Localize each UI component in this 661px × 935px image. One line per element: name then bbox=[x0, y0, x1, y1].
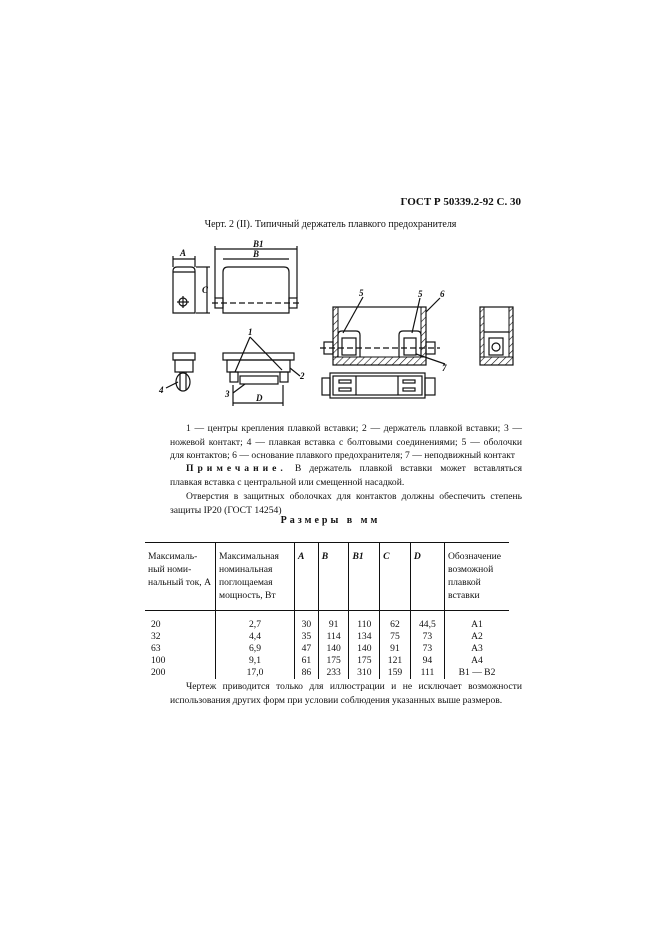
cell: 121 bbox=[380, 655, 411, 667]
cell: 233 bbox=[318, 667, 349, 679]
cell: 35 bbox=[295, 631, 319, 643]
front-view bbox=[212, 239, 300, 313]
cell: A2 bbox=[445, 631, 510, 643]
cell: 75 bbox=[380, 631, 411, 643]
footnote: Чертеж приводится только для иллюстрации и не исключает возможности использования других форм при условии соблюдения указанных выше размеров. bbox=[170, 681, 522, 706]
col-c: C bbox=[380, 543, 411, 611]
cell: 4,4 bbox=[216, 631, 295, 643]
col-b: B bbox=[318, 543, 349, 611]
cell: 111 bbox=[410, 667, 444, 679]
table-title: Размеры в мм bbox=[280, 515, 381, 526]
cell: A1 bbox=[445, 611, 510, 632]
dimensions-table bbox=[145, 542, 509, 679]
cell: 134 bbox=[349, 631, 380, 643]
col-d: D bbox=[410, 543, 444, 611]
standard-reference: ГОСТ Р 50339.2-92 С. 30 bbox=[400, 196, 521, 208]
cell: 86 bbox=[295, 667, 319, 679]
label-5b: 5 bbox=[418, 289, 423, 299]
col-power: Максимальная номинальная поглощаемая мощность, Вт bbox=[216, 543, 295, 611]
table-row bbox=[145, 631, 509, 643]
cell: 63 bbox=[151, 643, 161, 654]
cell: 30 bbox=[295, 611, 319, 632]
label-5a: 5 bbox=[359, 288, 364, 298]
col-a: A bbox=[295, 543, 319, 611]
figure-caption: Черт. 2 (II). Типичный держатель плавкого предохранителя bbox=[204, 219, 457, 230]
cell: 9,1 bbox=[216, 655, 295, 667]
dim-a-label: A bbox=[180, 248, 187, 258]
cell: 17,0 bbox=[216, 667, 295, 679]
cell: A3 bbox=[445, 643, 510, 655]
col-current: Максималь-ный номи-нальный ток, А bbox=[145, 543, 216, 611]
cell: 94 bbox=[410, 655, 444, 667]
holder-bottom-view bbox=[223, 327, 305, 406]
cell: 100 bbox=[151, 655, 166, 666]
label-1: 1 bbox=[248, 327, 253, 337]
cell: 140 bbox=[318, 643, 349, 655]
table-row bbox=[145, 655, 509, 667]
cell: 200 bbox=[151, 667, 166, 678]
base-cross-section bbox=[320, 288, 447, 398]
cell: 310 bbox=[349, 667, 380, 679]
cell: 110 bbox=[349, 611, 380, 632]
cell: 62 bbox=[380, 611, 411, 632]
openings-text: Отверстия в защитных оболочках для контактов должны обеспечить степень защиты IP20 (ГОСТ 14254) bbox=[170, 491, 522, 516]
cell: 73 bbox=[410, 631, 444, 643]
dim-b-label: B bbox=[253, 249, 260, 259]
figure-legend: 1 — центры крепления плавкой вставки; 2 — держатель плавкой вставки; 3 — ножевой контакт; 4 — плавкая вставка с болтовыми соединениями; 5 — оболочки для контактов; 6 — основание плавкого предохранителя; 7 — неподвижный контакт bbox=[170, 423, 522, 461]
dim-c-label: C bbox=[202, 285, 209, 295]
label-4: 4 bbox=[159, 385, 164, 395]
col-designation: Обозначение возможной плавкой вставки bbox=[445, 543, 510, 611]
table-row bbox=[145, 667, 509, 679]
side-view bbox=[173, 248, 210, 313]
cell: 91 bbox=[318, 611, 349, 632]
cell: 47 bbox=[295, 643, 319, 655]
cell: A4 bbox=[445, 655, 510, 667]
base-end-section bbox=[480, 307, 513, 365]
cell: B1 — B2 bbox=[445, 667, 510, 679]
dim-d-label: D bbox=[256, 393, 263, 403]
cell: 175 bbox=[349, 655, 380, 667]
table-header-row bbox=[145, 543, 509, 611]
cell: 61 bbox=[295, 655, 319, 667]
cell: 73 bbox=[410, 643, 444, 655]
cell: 114 bbox=[318, 631, 349, 643]
fuse-link-end-view bbox=[158, 353, 195, 395]
col-b1: B1 bbox=[349, 543, 380, 611]
note-text: В держатель плавкой вставки может вставляться плавкая вставка с центральной или смещенной насадкой. bbox=[170, 463, 522, 488]
label-2: 2 bbox=[300, 371, 305, 381]
cell: 175 bbox=[318, 655, 349, 667]
dim-b1-label: B1 bbox=[253, 239, 264, 249]
note bbox=[170, 462, 522, 489]
cell: 6,9 bbox=[216, 643, 295, 655]
cell: 32 bbox=[151, 631, 161, 642]
label-3: 3 bbox=[225, 389, 230, 399]
cell: 2,7 bbox=[216, 611, 295, 632]
cell: 20 bbox=[151, 619, 161, 630]
label-7: 7 bbox=[442, 363, 447, 373]
cell: 44,5 bbox=[410, 611, 444, 632]
table-row bbox=[145, 611, 509, 632]
cell: 91 bbox=[380, 643, 411, 655]
label-6: 6 bbox=[440, 289, 445, 299]
cell: 159 bbox=[380, 667, 411, 679]
note-label: Примечание. bbox=[186, 463, 287, 474]
table-row bbox=[145, 643, 509, 655]
cell: 140 bbox=[349, 643, 380, 655]
